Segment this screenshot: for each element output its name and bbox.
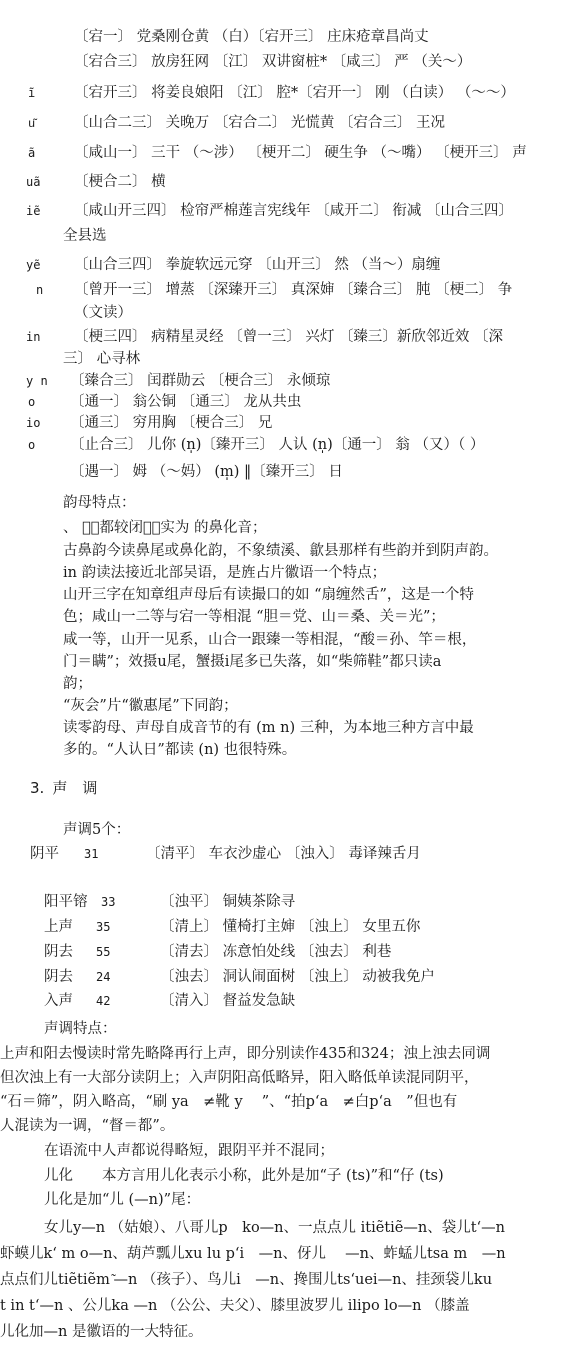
final-row-line: 〔宕合三〕 放房狂网 〔江〕 双讲窗桩* 〔咸三〕 严 （关～） [74, 54, 472, 70]
paragraph-line: 女儿y—n （姑娘）、八哥儿p ko—n、一点点儿 itiẽtiẽ—n、袋儿tʻ—n [44, 1220, 505, 1236]
tone-examples: 〔清平〕 车衣沙虚心 〔浊入〕 毒译辣舌月 [146, 846, 421, 862]
tone-name: 阴平 [30, 846, 59, 862]
tone-name: 阳平镕 [44, 894, 88, 910]
paragraph-line: 韵； [63, 676, 92, 692]
tone-examples: 〔清入〕 督益发急缺 [160, 993, 296, 1009]
final-symbol: ĩ [28, 86, 36, 100]
paragraph-line: 但次浊上有一大部分读阴上；入声阴阳高低略异，阳入略低单读混同阴平， [0, 1070, 479, 1086]
section-title: 声 调 [52, 779, 98, 797]
final-row-line: 三〕 心寻林 [63, 351, 141, 367]
paragraph-line: 儿化加—n 是徽语的一大特征。 [0, 1324, 203, 1340]
final-row-line: 〔梗合二〕 横 [74, 174, 166, 190]
tone-examples: 〔清上〕 懂椅打主婶 〔浊上〕 女里五你 [160, 919, 421, 935]
final-row-line: 〔宕一〕 党桑刚仓黄 （白）〔宕开三〕 庄床疮章昌尚丈 [74, 29, 429, 45]
final-symbol: u͂ [28, 116, 36, 130]
final-row-line: 〔咸山开三四〕 检帘严棉莲言宪线年 〔咸开二〕 衔减 〔山合三四〕 [74, 203, 513, 219]
final-row-line: 〔通一〕 翁公铜 〔通三〕 龙从共虫 [70, 394, 302, 410]
paragraph-line: 多的。“人认日”都读 (n) 也很特殊。 [63, 742, 297, 758]
tone-name: 上声 [44, 919, 73, 935]
final-row-line: 〔宕开三〕 将姜良娘阳 〔江〕 腔*〔宕开一〕 刚 （白读） （～～） [74, 85, 515, 101]
paragraph-line: 儿化 本方言用儿化表示小称，此外是加“子 (ts)”和“仔 (ts) [44, 1168, 444, 1184]
final-symbol: o [28, 438, 36, 452]
final-row-line: 〔曾开一三〕 增蒸 〔深臻开三〕 真深婶 〔臻合三〕 肫 〔梗二〕 争 [74, 282, 513, 298]
paragraph-line: 古鼻韵今读鼻尾或鼻化韵，不象绩溪、歙县那样有些韵并到阴声韵。 [63, 543, 498, 559]
final-row-line: 〔遇一〕 姆 （～妈） (m̩) ‖〔臻开三〕 日 [70, 464, 343, 480]
tone-name: 阴去 [44, 969, 73, 985]
tone-examples: 〔浊平〕 铜姨茶除寻 [160, 894, 296, 910]
tone-name: 入声 [44, 993, 73, 1009]
tone-value: 55 [96, 945, 111, 959]
tone-name: 阴去 [44, 944, 73, 960]
final-symbol: y n [26, 374, 48, 388]
paragraph-line: 山开三字在知章组声母后有读撮口的如 “扇缠然舌”，这是一个特 [63, 587, 474, 603]
section-heading [30, 778, 97, 798]
final-symbol: uã [26, 175, 41, 189]
final-symbol: in [26, 330, 41, 344]
tones-intro: 声调5个： [63, 822, 131, 838]
paragraph-line: in 韵读法接近北部吴语，是旌占片徽语一个特点； [63, 565, 387, 581]
paragraph-line: 虾蟆儿kʻ m o—n、葫芦瓢儿xu lu pʻi —n、伢儿 —n、蚱蜢儿tsa m —n [0, 1246, 506, 1262]
final-symbol: o [28, 395, 36, 409]
tone-value: 42 [96, 994, 111, 1008]
section-number: 3. [30, 779, 45, 797]
paragraph-line: t in tʻ—n 、公儿ka —n （公公、夫父）、膝里波罗儿 ilipo lo—n （膝盖 [0, 1298, 470, 1314]
tone-value: 33 [101, 895, 116, 909]
final-row-line: 〔臻合三〕 闰群勋云 〔梗合三〕 永倾琼 [70, 373, 331, 389]
final-row-line: 全县选 [63, 228, 107, 244]
paragraph-line: 上声和阳去慢读时常先略降再行上声，即分别读作435和324；浊上浊去同调 [0, 1046, 491, 1062]
final-row-line: 〔止合三〕 儿你 (n̩)〔臻开三〕 人认 (n̩)〔通一〕 翁 （又）（ ） [70, 437, 485, 453]
final-symbol: iẽ [26, 204, 41, 218]
tone-examples: 〔浊去〕 洞认闹面树 〔浊上〕 动被我免户 [160, 969, 435, 985]
paragraph-line: 人混读为一调，“督＝都”。 [0, 1118, 175, 1134]
tone-value: 31 [84, 847, 99, 861]
tone-features-heading: 声调特点： [44, 1021, 117, 1037]
paragraph-line: “灰会”片“徽惠尾”下同韵； [63, 698, 238, 714]
final-row-line: （文读） [74, 305, 132, 321]
final-symbol: n [36, 283, 44, 297]
final-row-line: 〔山合二三〕 关晚万 〔宕合二〕 光慌黄 〔宕合三〕 王况 [74, 115, 446, 131]
final-symbol: yẽ [26, 258, 41, 272]
final-row-line: 〔咸山一〕 三干 （～涉） 〔梗开二〕 硬生争 （～嘴） 〔梗开三〕 声 [74, 145, 527, 161]
final-row-line: 〔梗三四〕 病精星灵经 〔曾一三〕 兴灯 〔臻三〕新欣邻近效 〔深 [74, 329, 504, 345]
paragraph-line: 、 、͂都较闭，͂实为 的鼻化音； [63, 520, 267, 536]
tone-value: 35 [96, 920, 111, 934]
paragraph-line: 儿化是加“儿 (—n)”尾： [44, 1192, 201, 1208]
final-symbol: ã [28, 146, 36, 160]
finals-features-heading: 韵母特点： [63, 495, 136, 511]
paragraph-line: 在语流中人声都说得略短，跟阴平并不混同； [44, 1143, 334, 1159]
tone-examples: 〔清去〕 冻意怕处线 〔浊去〕 利巷 [160, 944, 392, 960]
paragraph-line: 色；咸山一二等与宕一等相混 “胆＝党、山＝桑、关＝光”； [63, 609, 445, 625]
final-row-line: 〔通三〕 穷用胸 〔梗合三〕 兄 [70, 415, 273, 431]
final-row-line: 〔山合三四〕 拳旋软远元穿 〔山开三〕 然 （当～）扇缠 [74, 257, 441, 273]
paragraph-line: 咸一等，山开一见系，山合一跟臻一等相混，“酸＝孙、竿＝根， [63, 632, 477, 648]
tone-value: 24 [96, 970, 111, 984]
final-symbol: io [26, 416, 41, 430]
paragraph-line: 读零韵母、声母自成音节的有 (m n) 三种，为本地三种方言中最 [63, 720, 474, 736]
paragraph-line: 门＝瞒”；效摄u尾，蟹摄i尾多已失落，如“柴筛鞋”都只读a [63, 654, 442, 670]
paragraph-line: 点点们儿tiẽtiẽm ͂—n （孩子）、鸟儿i —n、搀围儿tsʻuei—n、挂颈袋儿ku [0, 1272, 493, 1288]
paragraph-line: “石＝筛”，阴入略高，“刷 ya ≠靴 y ”、“拍pʻa ≠白pʻa ”但也有 [0, 1094, 458, 1110]
